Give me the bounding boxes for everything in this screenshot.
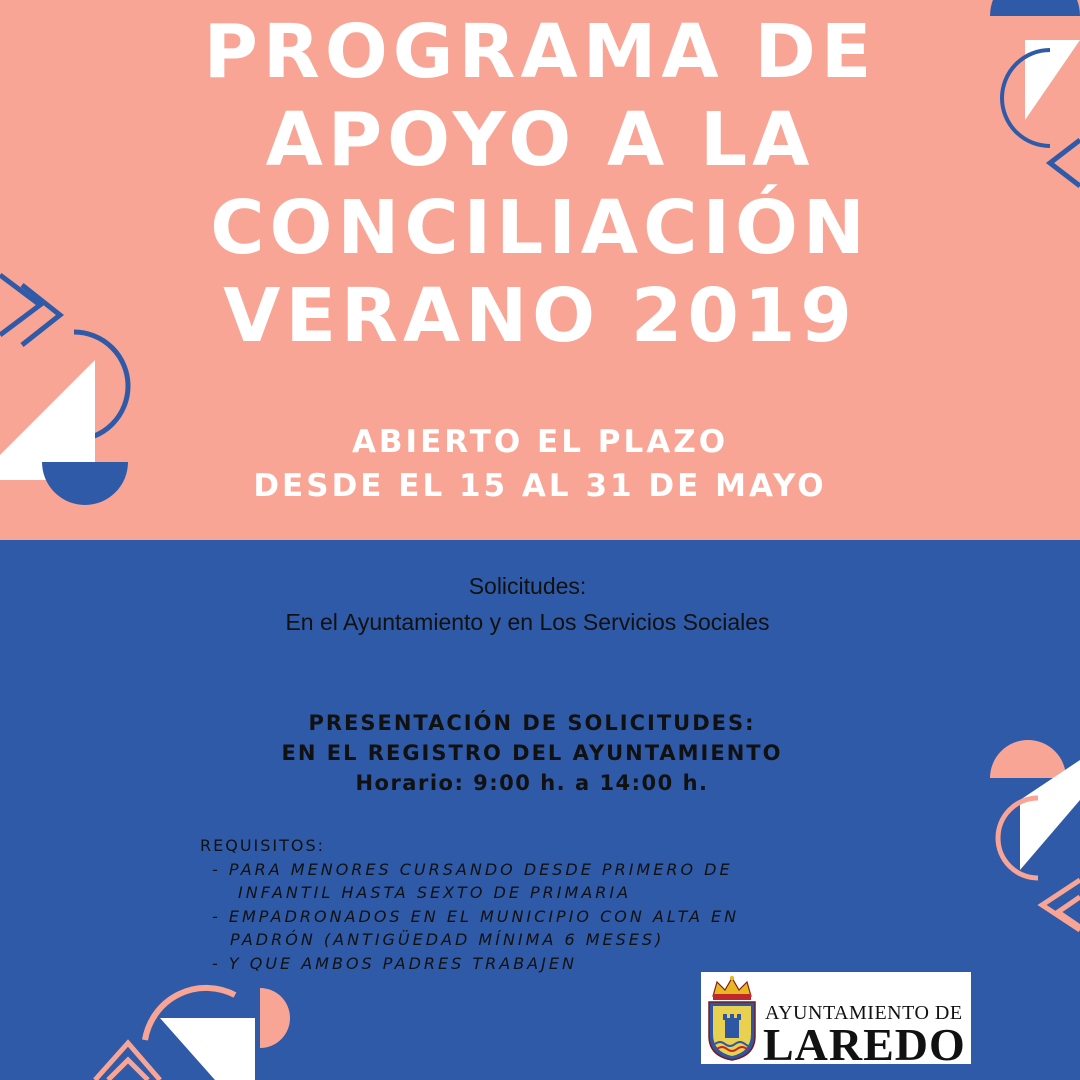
applications-info bbox=[0, 568, 1055, 640]
title-line: CONCILIACIÓN bbox=[210, 185, 870, 271]
deadline-notice bbox=[0, 420, 1080, 508]
requirement-item: - PARA MENORES CURSANDO DESDE PRIMERO DE bbox=[212, 859, 733, 879]
title-line: VERANO 2019 bbox=[223, 273, 857, 359]
deadline-line: ABIERTO EL PLAZO bbox=[351, 424, 729, 460]
requirement-item: INFANTIL HASTA SEXTO DE PRIMARIA bbox=[238, 883, 632, 902]
title-line: APOYO A LA bbox=[265, 97, 815, 183]
submission-heading: PRESENTACIÓN DE SOLICITUDES: bbox=[308, 711, 756, 735]
applications-text: En el Ayuntamiento y en Los Servicios Sociales bbox=[285, 609, 770, 635]
coat-of-arms-icon bbox=[703, 974, 761, 1062]
laredo-logo bbox=[701, 972, 971, 1064]
requirement-item: PADRÓN (ANTIGÜEDAD MÍNIMA 6 MESES) bbox=[230, 930, 665, 949]
logo-text-line2: LAREDO bbox=[763, 1019, 966, 1064]
applications-heading: Solicitudes: bbox=[468, 573, 587, 599]
page-title bbox=[0, 8, 1080, 360]
logo-text-line1: AYUNTAMIENTO DE bbox=[765, 1002, 963, 1024]
title-line: PROGRAMA DE bbox=[203, 9, 877, 95]
opening-hours: Horario: 9:00 h. a 14:00 h. bbox=[355, 771, 709, 795]
requirements-list bbox=[200, 834, 739, 975]
requirement-item: - EMPADRONADOS EN EL MUNICIPIO CON ALTA EN bbox=[212, 906, 740, 926]
deadline-line: DESDE EL 15 AL 31 DE MAYO bbox=[253, 468, 827, 504]
submission-location: EN EL REGISTRO DEL AYUNTAMIENTO bbox=[281, 741, 783, 765]
requirements-heading: REQUISITOS: bbox=[200, 836, 326, 855]
requirement-item: - Y QUE AMBOS PADRES TRABAJEN bbox=[212, 953, 577, 973]
submission-info bbox=[0, 708, 1064, 798]
